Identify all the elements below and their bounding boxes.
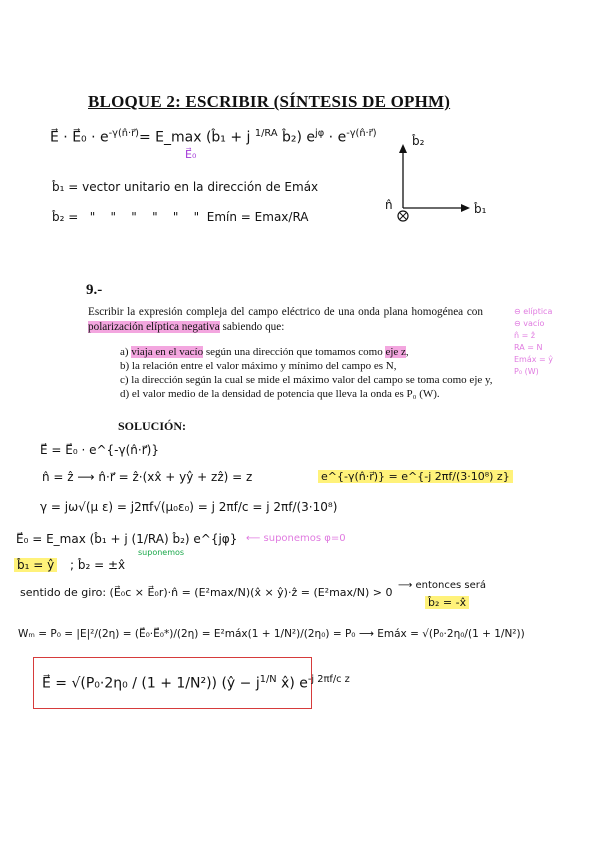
final-answer-mid: x̂) e bbox=[276, 675, 308, 692]
solution-line-4-note: ⟵ suponemos φ=0 bbox=[246, 533, 346, 544]
side-note: ⊖ vacío bbox=[514, 319, 545, 328]
solution-line-6-right: ⟶ entonces será bbox=[398, 580, 487, 591]
item-b: b) la relación entre el valor máximo y mínimo del campo es N, bbox=[120, 360, 397, 372]
side-note: Emáx = ŷ bbox=[514, 355, 554, 364]
axis-b2-label: b̂₂ bbox=[412, 134, 425, 148]
solution-line-3: γ = jω√(μ ε) = j2πf√(μ₀ε₀) = j 2πf/c = j 2πf/(3·10⁸) bbox=[40, 500, 338, 514]
b2-definition: b̂₂ = " " " " " " Emín = Emax/RA bbox=[52, 210, 309, 224]
main-equation bbox=[50, 128, 377, 146]
item-a-highlight-1: viaja en el vacío bbox=[131, 346, 204, 358]
problem-number: 9.- bbox=[86, 282, 103, 298]
main-eq-exp3: -γ(n̂·r⃗) bbox=[346, 128, 377, 139]
axis-b1-label: b̂₁ bbox=[474, 202, 487, 216]
solution-line-2-right: e^{-γ(n̂·r⃗)} = e^{-j 2πf/(3·10⁸) z} bbox=[318, 470, 513, 483]
item-a bbox=[120, 346, 409, 358]
axis-n-label: n̂ bbox=[385, 198, 393, 212]
item-a-highlight-2: eje z bbox=[385, 346, 406, 358]
final-answer bbox=[42, 674, 350, 692]
page-title: BLOQUE 2: ESCRIBIR (SÍNTESIS DE OPHM) bbox=[88, 92, 451, 111]
solution-line-5-note: suponemos bbox=[138, 548, 185, 557]
item-d: d) el valor medio de la densidad de potencia que lleva la onda es P₀ (W). bbox=[120, 388, 440, 400]
problem-statement bbox=[88, 305, 483, 335]
item-a-post: , bbox=[405, 346, 409, 358]
arrowhead-up-icon bbox=[399, 144, 407, 153]
main-eq-left: E⃗ · E⃗₀ · e bbox=[50, 129, 109, 146]
solution-line-4: E⃗₀ = E_max (b̂₁ + j (1/RA) b̂₂) e^{jφ} bbox=[16, 532, 238, 546]
side-note: n̂ = ẑ bbox=[514, 331, 536, 340]
solution-line-5-b1: b̂₁ = ŷ bbox=[14, 558, 57, 572]
solution-line-2: n̂ = ẑ ⟶ n̂·r⃗ = ẑ·(xx̂ + yŷ + zẑ) = z bbox=[42, 470, 253, 484]
final-answer-exp: -j 2πf/c z bbox=[307, 674, 350, 685]
side-note: RA = N bbox=[514, 343, 543, 352]
main-eq-exp1: -γ(n̂·r⃗) bbox=[108, 128, 139, 139]
statement-post: sabiendo que: bbox=[219, 321, 285, 333]
solution-line-7: Wₘ = P₀ = |E|²/(2η) = (E⃗₀·E⃗₀*)/(2η) = E²máx(1 + 1/N²)/(2η₀) = P₀ ⟶ Emáx = √(P₀·2η₀/(1 + 1/N²)) bbox=[18, 628, 525, 640]
side-note: ⊖ elíptica bbox=[514, 307, 553, 316]
b1-definition: b̂₁ = vector unitario en la dirección de Emáx bbox=[52, 180, 319, 194]
solution-line-1: E⃗ = E⃗₀ · e^{-γ(n̂·r⃗)} bbox=[40, 443, 159, 457]
item-a-mid: según una dirección que tomamos como bbox=[203, 346, 386, 358]
item-c: c) la dirección según la cual se mide el máximo valor del campo se toma como eje y, bbox=[120, 374, 493, 386]
solution-line-5-b2: ; b̂₂ = ±x̂ bbox=[70, 558, 126, 572]
side-note: P₀ (W) bbox=[514, 367, 539, 376]
arrowhead-right-icon bbox=[461, 204, 470, 212]
final-answer-frac: 1/N bbox=[259, 674, 277, 685]
side-notes bbox=[514, 306, 553, 378]
statement-highlight: polarización elíptica negativa bbox=[88, 321, 220, 333]
item-a-prefix: a) bbox=[120, 346, 132, 358]
e0-label: E⃗₀ bbox=[185, 148, 197, 161]
main-eq-mid2: b̂₂) e bbox=[277, 129, 316, 146]
solution-line-6-result: b̂₂ = -x̂ bbox=[425, 596, 469, 609]
main-eq-frac: 1/RA bbox=[254, 128, 278, 139]
solution-line-6: sentido de giro: (E⃗₀c × E⃗₀r)·n̂ = (E²max/N)(x̂ × ŷ)·ẑ = (E²max/N) > 0 bbox=[20, 586, 393, 599]
axes-diagram bbox=[375, 130, 495, 240]
main-eq-exp2: jφ bbox=[315, 128, 325, 139]
final-answer-pre: E⃗ = √(P₀·2η₀ / (1 + 1/N²)) (ŷ − j bbox=[42, 675, 260, 692]
main-eq-mid: = E_max (b̂₁ + j bbox=[138, 129, 255, 146]
statement-pre: Escribir la expresión compleja del campo eléctrico de una onda plana homogénea con bbox=[88, 306, 483, 318]
main-eq-dot: · e bbox=[324, 129, 347, 146]
solution-label: SOLUCIÓN: bbox=[118, 419, 187, 433]
